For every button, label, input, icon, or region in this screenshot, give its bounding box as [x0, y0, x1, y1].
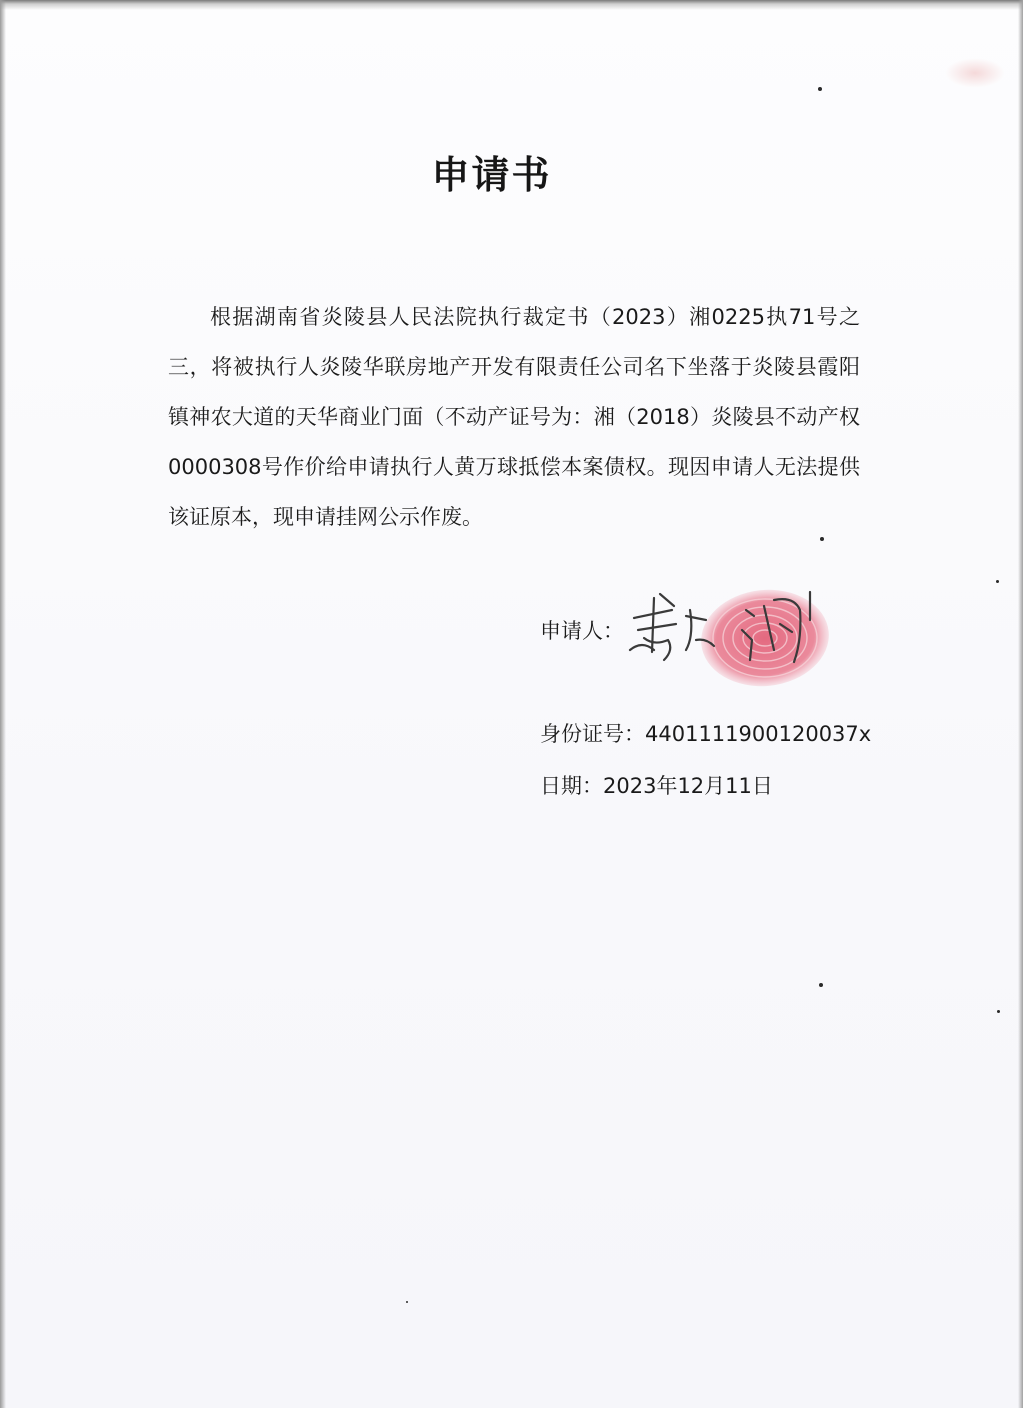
scan-edge-top [0, 0, 1023, 10]
date-line: 日期：2023年12月11日 [540, 774, 773, 798]
scan-speck [996, 580, 999, 583]
applicant-label: 申请人： [540, 619, 624, 643]
faint-stain [945, 58, 1005, 88]
document-title: 申请书 [431, 153, 552, 197]
scan-edge-right [1018, 0, 1023, 1408]
scan-speck [819, 983, 823, 987]
id-number-line: 身份证号：4401111900120037x [540, 722, 872, 746]
scan-speck [406, 1301, 408, 1303]
scan-speck [820, 537, 824, 541]
document-body: 根据湖南省炎陵县人民法院执行裁定书（2023）湘0225执71号之三，将被执行人炎陵华联房地产开发有限责任公司名下坐落于炎陵县霞阳镇神农大道的天华商业门面（不动产证号为：湘（2018）炎陵县不动产权0000308号作价给申请执行人黄万球抵偿本案债权。现因申请人无法提供该证原本，现申请挂网公示作废。 [168, 305, 860, 529]
applicant-signature-row [540, 580, 860, 680]
scan-speck [818, 87, 822, 91]
scan-edge-left [0, 0, 6, 1408]
handwritten-signature [624, 580, 834, 665]
scan-speck [997, 1010, 1000, 1013]
